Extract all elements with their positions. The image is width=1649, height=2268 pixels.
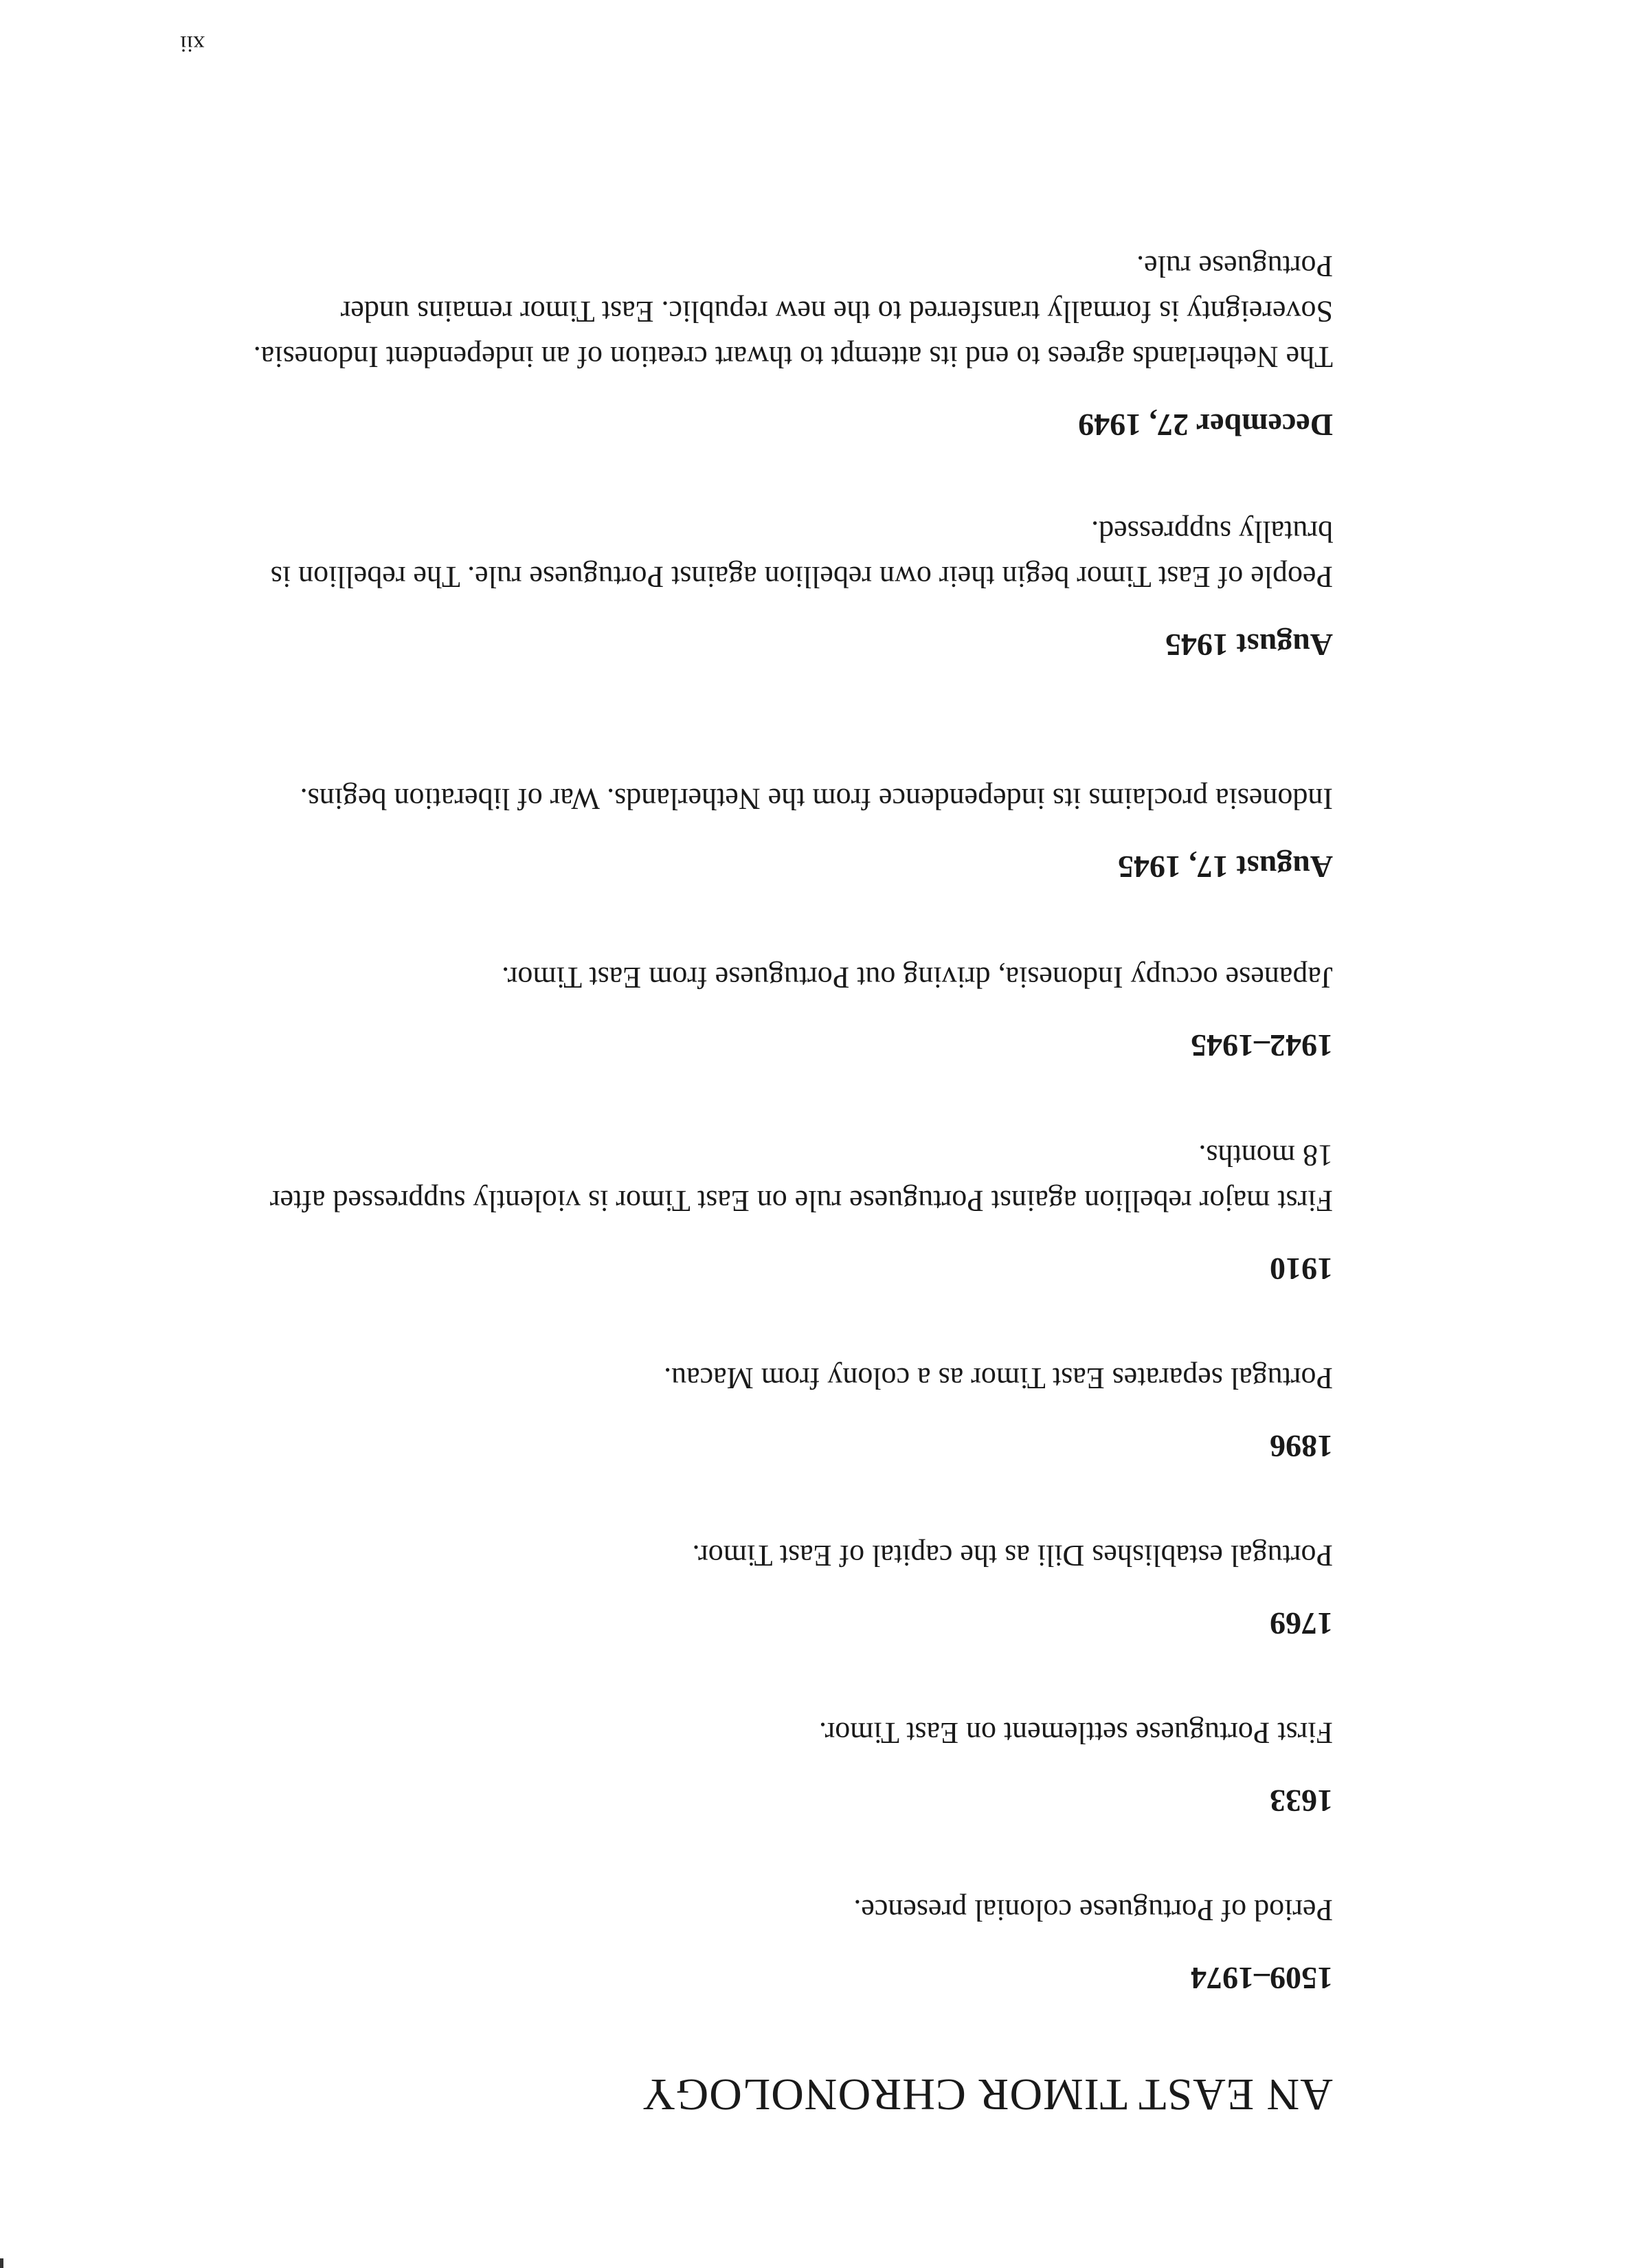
scan-edge-mark xyxy=(0,2258,3,2268)
entry-text: Period of Portuguese colonial presence. xyxy=(853,1893,1333,1927)
entry-date: 1769 xyxy=(1270,1606,1333,1641)
entry-text: First Portuguese settlement on East Timor. xyxy=(818,1716,1333,1750)
entry-text: Portugal separates East Timor as a colony from Macau. xyxy=(664,1361,1333,1395)
page-title: AN EAST TIMOR CHRONOLOGY xyxy=(641,2069,1333,2120)
entry-text: Indonesia proclaims its independence from the Netherlands. War of liberation begins. xyxy=(300,782,1333,816)
page-number: xii xyxy=(180,31,205,56)
entry-date: 1942–1945 xyxy=(1191,1028,1333,1063)
entry-date: 1896 xyxy=(1270,1429,1333,1464)
entry-date: August 1945 xyxy=(1165,627,1333,663)
entry-text: Japanese occupy Indonesia, driving out Portuguese from East Timor. xyxy=(502,961,1333,994)
entry-date: August 17, 1945 xyxy=(1117,849,1333,885)
entry-date: 1633 xyxy=(1270,1783,1333,1819)
entry-date: 1910 xyxy=(1270,1252,1333,1287)
entry-text: People of East Timor begin their own rebellion against Portuguese rule. The rebellion is brutally suppressed. xyxy=(270,515,1333,594)
entry-text: Portugal establishes Dili as the capital of East Timor. xyxy=(692,1539,1333,1572)
entry-date: 1509–1974 xyxy=(1191,1961,1333,1996)
entry-text: The Netherlands agrees to end its attempt to thwart creation of an independent Indonesia. Sovereignty is formally transferred to the new republic. East Timor remains under Portuguese rule. xyxy=(253,249,1333,374)
entry-date: December 27, 1949 xyxy=(1078,408,1333,443)
entry-text: First major rebellion against Portuguese rule on East Timor is violently suppressed after 18 months. xyxy=(269,1139,1333,1218)
